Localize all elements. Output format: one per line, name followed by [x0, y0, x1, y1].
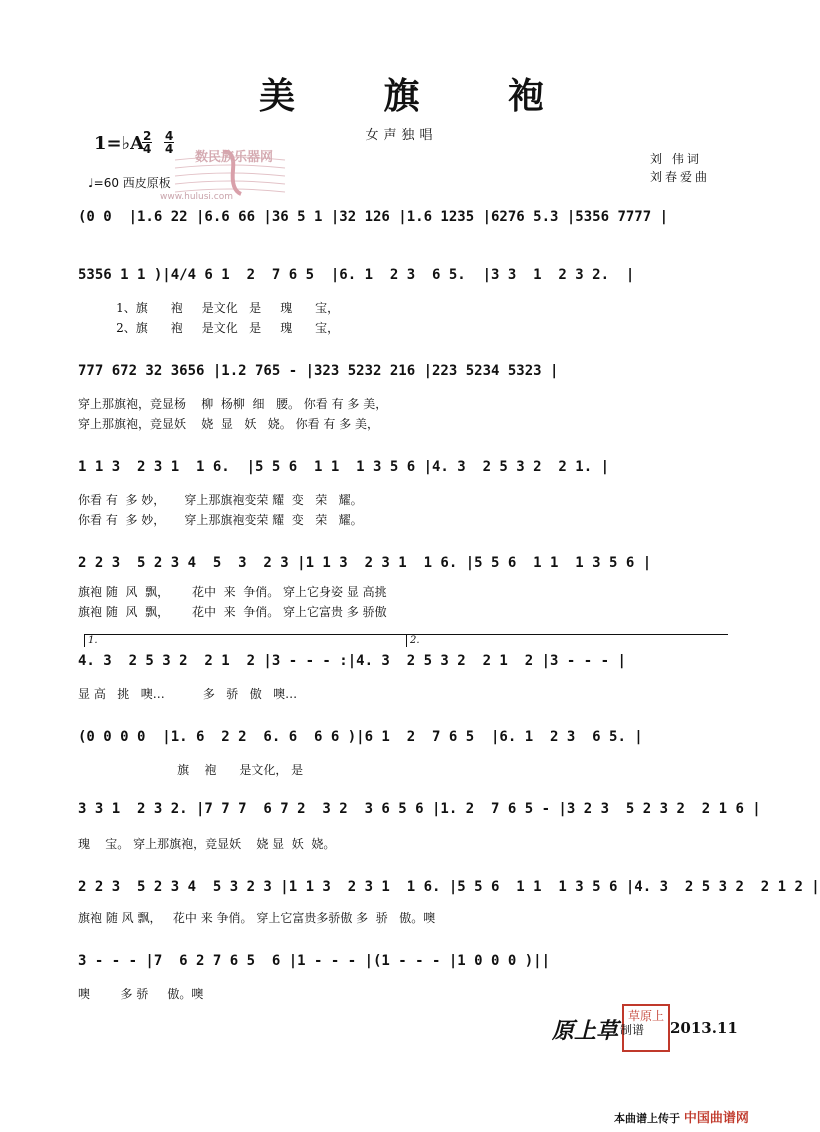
footer-upload-note: [614, 1107, 749, 1126]
time-signature-4-4: [164, 130, 174, 155]
footer-prefix: 本曲谱上传于: [614, 1112, 680, 1125]
key-signature: 1=♭A: [94, 133, 145, 154]
lyric-line-7: 旗 袍 是文化， 是: [78, 763, 304, 777]
red-seal-stamp: 草原上: [622, 1004, 670, 1052]
time-sig-top: 4: [165, 129, 174, 143]
watermark-text: 数民族乐器网: [195, 150, 274, 165]
tempo-marking: ♩=60 西皮原板: [88, 176, 171, 190]
time-sig-bottom: 4: [165, 142, 174, 156]
arranger-signature: 原上草: [552, 1018, 619, 1044]
score-line-1: (0 0 |1.6 22 |6.6 66 |36 5 1 |32 126 |1.6 1235 |6276 5.3 |5356 7777 |: [78, 209, 669, 225]
score-date: 2013.11: [670, 1019, 738, 1037]
score-line-7: (0 0 0 0 |1. 6 2 2 6. 6 6 6 )|6 1 2 7 6 5 |6. 1 2 3 6 5. |: [78, 729, 643, 745]
score-line-2: 5356 1 1 )|4/4 6 1 2 7 6 5 |6. 1 2 3 6 5. |3 3 1 2 3 2. |: [78, 267, 635, 283]
performance-type: 女声独唱: [365, 128, 438, 143]
arranger-label: 制谱: [620, 1023, 645, 1037]
lyricist-credit: 刘 伟词: [650, 152, 702, 166]
score-line-3: 777 672 32 3656 |1.2 765 - |323 5232 216 |223 5234 5323 |: [78, 363, 559, 379]
lyric-line-2-verse-1: 1、旗 袍 是文化 是 瑰 宝，: [78, 301, 340, 315]
score-line-5: 2 2 3 5 2 3 4 5 3 2 3 |1 1 3 2 3 1 1 6. |5 5 6 1 1 1 3 5 6 |: [78, 555, 652, 571]
lyric-line-5-verse-2: 旗袍 随 风 飘， 花中 来 争俏。 穿上它富贵 多 骄傲: [78, 605, 387, 619]
song-title: 美 旗 袍: [258, 75, 583, 117]
score-line-9: 2 2 3 5 2 3 4 5 3 2 3 |1 1 3 2 3 1 1 6. |5 5 6 1 1 1 3 5 6 |4. 3 2 5 3 2 2 1 2 |: [78, 879, 820, 895]
lyric-line-2-verse-2: 2、旗 袍 是文化 是 瑰 宝，: [78, 321, 340, 335]
lyric-line-3-verse-1: 穿上那旗袍，竞显杨 柳 杨柳 细 腰。 你看 有 多 美，: [78, 397, 388, 411]
score-line-4: 1 1 3 2 3 1 1 6. |5 5 6 1 1 1 3 5 6 |4. 3 2 5 3 2 2 1. |: [78, 459, 610, 475]
lyric-line-10: 噢 多 骄 傲。噢: [78, 987, 204, 1001]
score-line-8: 3 3 1 2 3 2. |7 7 7 6 7 2 3 2 3 6 5 6 |1. 2 7 6 5 - |3 2 3 5 2 3 2 2 1 6 |: [78, 801, 761, 817]
lyric-line-8: 瑰 宝。 穿上那旗袍，竞显妖 娆 显 妖 娆。: [78, 837, 336, 851]
score-line-10: 3 - - - |7 6 2 7 6 5 6 |1 - - - |(1 - - - |1 0 0 0 )||: [78, 953, 551, 969]
lyric-line-4-verse-2: 你看 有 多 妙， 穿上那旗袍变荣 耀 变 荣 耀。: [78, 513, 363, 527]
time-sig-bottom: 4: [143, 142, 152, 156]
lyric-line-6: 显 高 挑 噢… 多 骄 傲 噢…: [78, 687, 298, 701]
volta-bracket-1: 1.: [84, 634, 406, 647]
lyric-line-3-verse-2: 穿上那旗袍，竞显妖 娆 显 妖 娆。 你看 有 多 美，: [78, 417, 380, 431]
time-sig-top: 2: [143, 129, 152, 143]
lyric-line-4-verse-1: 你看 有 多 妙， 穿上那旗袍变荣 耀 变 荣 耀。: [78, 493, 363, 507]
score-line-6: 4. 3 2 5 3 2 2 1 2 |3 - - - :|4. 3 2 5 3 2 2 1 2 |3 - - - |: [78, 653, 626, 669]
lyric-line-9: 旗袍 随 风 飘， 花中 来 争俏。 穿上它富贵多骄傲 多 骄 傲。噢: [78, 911, 436, 925]
watermark-url: www.hulusi.com: [160, 192, 234, 202]
time-signature-2-4: [142, 130, 152, 155]
footer-site-link[interactable]: 中国曲谱网: [683, 1111, 749, 1126]
lyric-line-5-verse-1: 旗袍 随 风 飘， 花中 来 争俏。 穿上它身姿 显 高挑: [78, 585, 387, 599]
composer-credit: 刘春爱曲: [650, 170, 711, 184]
volta-bracket-2: 2.: [406, 634, 728, 647]
